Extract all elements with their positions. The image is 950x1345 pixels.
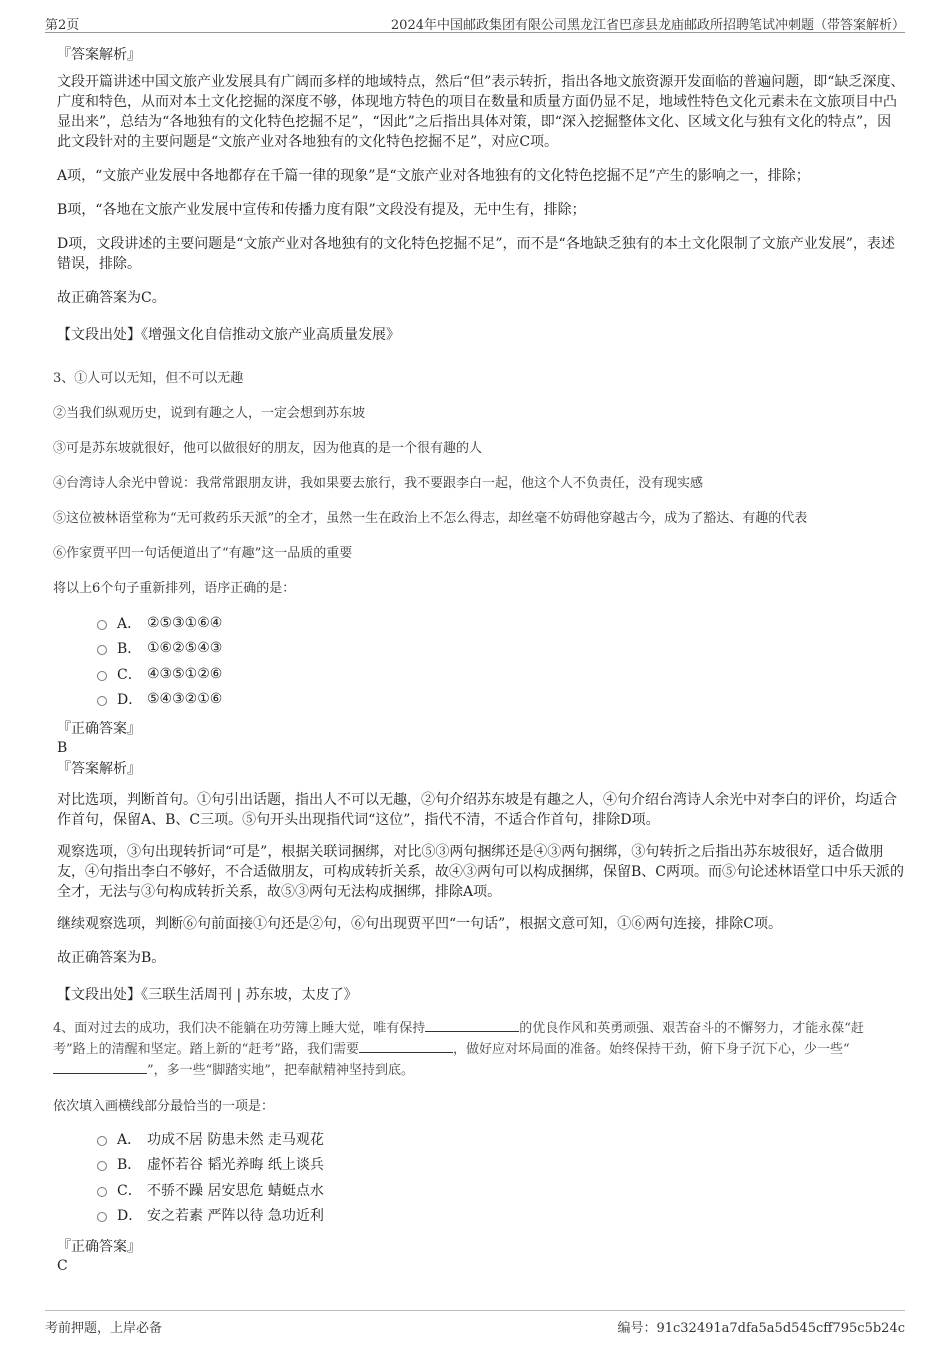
q3-instruction: 将以上6个句子重新排列，语序正确的是： (53, 581, 296, 596)
analysis-paragraph: 文段开篇讲述中国文旅产业发展具有广阔而多样的地域特点，然后“但”表示转折，指出各地文旅资源开发面临的普遍问题，即“缺乏深度、广度和特色，从而对本土文化挖掘的深度不够，体现地方特色的项目在数量和质量方面仍显不足，地域性特色文化元素未在文旅项目中凸显出来”，总结为“各地独有的文化特色挖掘不足”，“因此”之后指出具体对策，即“深入挖掘整体文化、区域文化与独有文化的特点”，因此文段针对的主要问题是“文旅产业对各地独有的文化特色挖掘不足”，对应C项。 (57, 74, 905, 150)
option-letter: B． (117, 1157, 142, 1174)
radio-icon[interactable] (97, 645, 107, 655)
radio-icon[interactable] (97, 1136, 107, 1146)
radio-icon[interactable] (97, 671, 107, 681)
option-text: 不骄不躁 居安思危 蜻蜓点水 (147, 1182, 324, 1199)
q3-stem: 3、①人可以无知，但不可以无趣 (53, 371, 244, 386)
analysis-paragraph: 对比选项，判断首句。①句引出话题，指出人不可以无趣，②句介绍苏东坡是有趣之人，④句介绍台湾诗人余光中对李白的评价，均适合作首句，保留A、B、C三项。⑤句开头出现指代词“这位”，指代不清，不适合作首句，排除D项。 (57, 792, 897, 828)
q3-answer-label: 『正确答案』 (57, 721, 141, 737)
option-letter: B． (117, 641, 142, 658)
option-c[interactable] (97, 661, 905, 687)
q2-analysis-label: 『答案解析』 (57, 47, 141, 63)
q4-options (97, 1126, 905, 1228)
option-text: 虚怀若谷 韬光养晦 纸上谈兵 (147, 1157, 324, 1174)
question-3 (45, 367, 905, 1004)
fill-blank (53, 1061, 147, 1074)
q3-sentence: ⑤这位被林语堂称为“无可救药乐天派”的全才，虽然一生在政治上不怎么得志，却丝毫不妨碍他穿越古今，成为了豁达、有趣的代表 (53, 511, 808, 526)
option-d[interactable] (97, 1203, 905, 1229)
option-letter: A． (117, 615, 142, 632)
option-text: ④③⑤①②⑥ (147, 665, 223, 682)
q4-stem-text: ，做好应对坏局面的准备。始终保持干劲，俯下身子沉下心，少一些“ (452, 1042, 850, 1057)
option-d[interactable] (97, 687, 905, 713)
q4-answer: C (57, 1258, 68, 1274)
option-b[interactable] (97, 1152, 905, 1178)
fill-blank (359, 1040, 453, 1053)
q4-stem-text: ”，多一些“脚踏实地”，把奉献精神坚持到底。 (147, 1063, 414, 1078)
page-header (45, 10, 905, 33)
q3-answer: B (57, 740, 68, 756)
option-c[interactable] (97, 1177, 905, 1203)
question-4 (45, 1018, 905, 1274)
q2-analysis (45, 72, 905, 308)
q4-stem-text: 4、面对过去的成功，我们决不能躺在功劳簿上睡大觉，唯有保持 (53, 1021, 426, 1036)
q3-sentence: ③可是苏东坡就很好，他可以做很好的朋友，因为他真的是一个很有趣的人 (53, 441, 483, 456)
radio-icon[interactable] (97, 1187, 107, 1197)
fill-blank (425, 1019, 519, 1032)
q3-source: 【文段出处】《三联生活周刊 | 苏东坡，太皮了》 (57, 987, 358, 1003)
option-b[interactable] (97, 636, 905, 662)
document-id: 编号：91c32491a7dfa5a5d545cff795c5b24c (617, 1321, 905, 1336)
option-text: ②⑤③①⑥④ (147, 614, 223, 631)
q2-source: 【文段出处】《增强文化自信推动文旅产业高质量发展》 (57, 327, 400, 343)
q4-stem-text: 的优良作风和英勇顽强、艰苦奋斗的不懈努力，才能永葆“赶 (519, 1021, 864, 1036)
radio-icon[interactable] (97, 1212, 107, 1222)
analysis-paragraph: B项，“各地在文旅产业发展中宣传和传播力度有限”文段没有提及，无中生有，排除； (57, 202, 586, 218)
q4-stem-text: 考”路上的清醒和坚定。踏上新的“赶考”路，我们需要 (53, 1042, 359, 1057)
radio-icon[interactable] (97, 1161, 107, 1171)
analysis-paragraph: 故正确答案为B。 (57, 950, 166, 966)
option-letter: C． (117, 1182, 142, 1199)
q3-sentence: ④台湾诗人余光中曾说：我常常跟朋友讲，我如果要去旅行，我不要跟李白一起，他这个人不负责任，没有现实感 (53, 476, 704, 491)
q4-stem (53, 1018, 905, 1081)
analysis-paragraph: A项，“文旅产业发展中各地都存在千篇一律的现象”是“文旅产业对各地独有的文化特色挖掘不足”产生的影响之一，排除； (57, 168, 810, 184)
option-text: 功成不居 防患未然 走马观花 (147, 1131, 324, 1148)
radio-icon[interactable] (97, 696, 107, 706)
option-letter: A． (117, 1131, 142, 1148)
analysis-paragraph: 继续观察选项，判断⑥句前面接①句还是②句，⑥句出现贾平凹“一句话”，根据文意可知，①⑥两句连接，排除C项。 (57, 916, 783, 932)
q3-sentence: ⑥作家贾平凹一句话便道出了“有趣”这一品质的重要 (53, 546, 353, 561)
page-footer (45, 1310, 905, 1339)
option-letter: C． (117, 666, 142, 683)
footer-slogan: 考前押题，上岸必备 (45, 1321, 163, 1336)
option-text: ⑤④③②①⑥ (147, 691, 223, 708)
option-letter: D． (117, 1208, 143, 1225)
option-a[interactable] (97, 1126, 905, 1152)
q4-instruction: 依次填入画横线部分最恰当的一项是： (53, 1099, 275, 1114)
option-letter: D． (117, 692, 143, 709)
q3-analysis-label: 『答案解析』 (57, 761, 141, 777)
analysis-paragraph: D项，文段讲述的主要问题是“文旅产业对各地独有的文化特色挖掘不足”，而不是“各地缺乏独有的本土文化限制了文旅产业发展”，表述错误，排除。 (57, 236, 895, 272)
q4-answer-label: 『正确答案』 (57, 1239, 141, 1255)
document-title: 2024年中国邮政集团有限公司黑龙江省巴彦县龙庙邮政所招聘笔试冲刺题（带答案解析） (390, 18, 905, 33)
q3-options (97, 610, 905, 712)
analysis-paragraph: 故正确答案为C。 (57, 290, 166, 306)
radio-icon[interactable] (97, 620, 107, 630)
page-number: 第2页 (45, 18, 80, 33)
option-text: 安之若素 严阵以待 急功近利 (147, 1208, 324, 1225)
analysis-paragraph: 观察选项，③句出现转折词“可是”，根据关联词捆绑，对比⑤③两句捆绑还是④③两句捆绑，③句转折之后指出苏东坡很好，适合做朋友，④句指出李白不够好，不合适做朋友，可构成转折关系，故④③两句可以构成捆绑，保留B、C两项。而⑤句论述林语堂口中乐天派的全才，无法与③句构成转折关系，故⑤③两句无法构成捆绑，排除A项。 (57, 844, 904, 900)
option-a[interactable] (97, 610, 905, 636)
q3-sentence: ②当我们纵观历史，说到有趣之人，一定会想到苏东坡 (53, 406, 366, 421)
page-content (45, 44, 905, 1274)
option-text: ①⑥②⑤④③ (147, 640, 223, 657)
